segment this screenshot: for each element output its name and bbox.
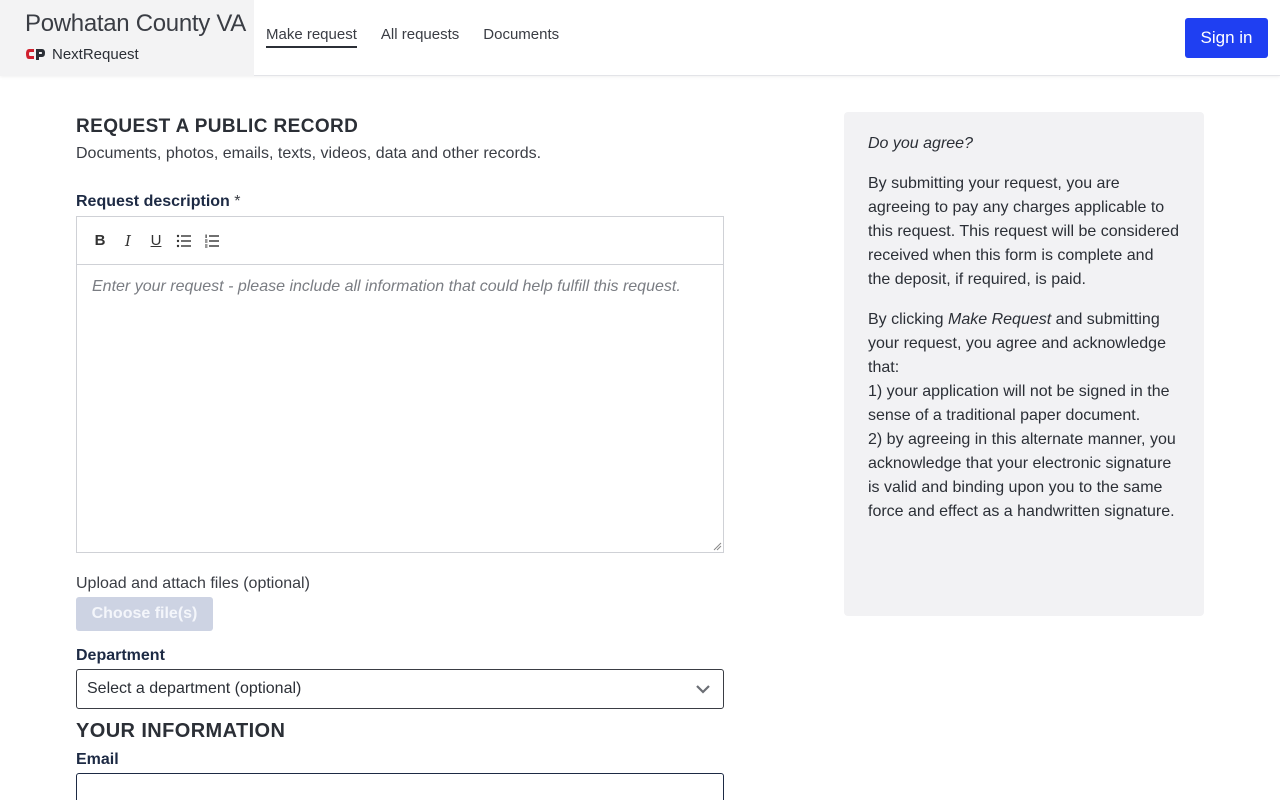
- agreement-panel: [844, 112, 1204, 616]
- rich-text-editor: [76, 216, 724, 553]
- request-description-label: [76, 193, 241, 211]
- department-select[interactable]: [76, 669, 724, 709]
- italic-button[interactable]: I: [125, 231, 131, 250]
- request-description-label-text: Request description: [76, 193, 230, 210]
- chevron-down-icon: [695, 682, 711, 696]
- sign-in-button[interactable]: Sign in: [1185, 18, 1268, 58]
- upload-label: Upload and attach files (optional): [76, 575, 310, 592]
- choose-files-button[interactable]: Choose file(s): [76, 597, 213, 631]
- agreement-p2-prefix: By clicking: [868, 311, 949, 328]
- agreement-p2-emphasis: Make Request: [948, 311, 1052, 328]
- agreement-point-2: 2) by agreeing in this alternate manner, you acknowledge that your electronic signature is valid and binding upon you to the same force and effect as a handwritten signature.: [868, 431, 1176, 520]
- nextrequest-brand: [25, 44, 139, 64]
- site-title[interactable]: Powhatan County VA: [25, 10, 246, 37]
- agreement-title: Do you agree?: [868, 135, 973, 152]
- request-description-placeholder[interactable]: Enter your request - please include all information that could help fulfill this request.: [92, 278, 681, 295]
- agreement-point-1: 1) your application will not be signed in the sense of a traditional paper document.: [868, 383, 1170, 424]
- bullet-list-icon[interactable]: [175, 231, 193, 251]
- nav-make-request[interactable]: Make request: [266, 26, 357, 48]
- email-label: Email: [76, 751, 119, 768]
- underline-button[interactable]: U: [150, 232, 162, 249]
- bold-button[interactable]: B: [94, 232, 106, 249]
- agreement-p2-suffix: and submitting your request, you agree and acknowledge that:: [868, 311, 1166, 376]
- page-title: REQUEST A PUBLIC RECORD: [76, 116, 359, 137]
- nextrequest-logo-icon: [25, 47, 46, 61]
- your-information-heading: YOUR INFORMATION: [76, 720, 286, 742]
- agreement-paragraph-2: [868, 308, 1180, 524]
- main-nav: [266, 26, 559, 48]
- department-label: Department: [76, 647, 165, 664]
- nav-documents[interactable]: Documents: [483, 26, 560, 43]
- brand-name: NextRequest: [52, 45, 139, 63]
- resize-handle-icon[interactable]: [712, 541, 722, 551]
- agreement-paragraph-1: By submitting your request, you are agreeing to pay any charges applicable to this request. This request will be considered received when this form is complete and the deposit, if required, is paid.: [868, 175, 1179, 288]
- numbered-list-icon[interactable]: [203, 231, 221, 251]
- required-marker: *: [234, 193, 241, 210]
- brand-block[interactable]: [0, 0, 254, 76]
- top-navigation-bar: [0, 0, 1280, 76]
- nav-all-requests[interactable]: All requests: [380, 26, 460, 43]
- editor-toolbar: [77, 217, 723, 265]
- email-field[interactable]: [76, 773, 724, 800]
- department-selected-value: Select a department (optional): [87, 680, 302, 697]
- page-subtitle: Documents, photos, emails, texts, videos, data and other records.: [76, 145, 542, 162]
